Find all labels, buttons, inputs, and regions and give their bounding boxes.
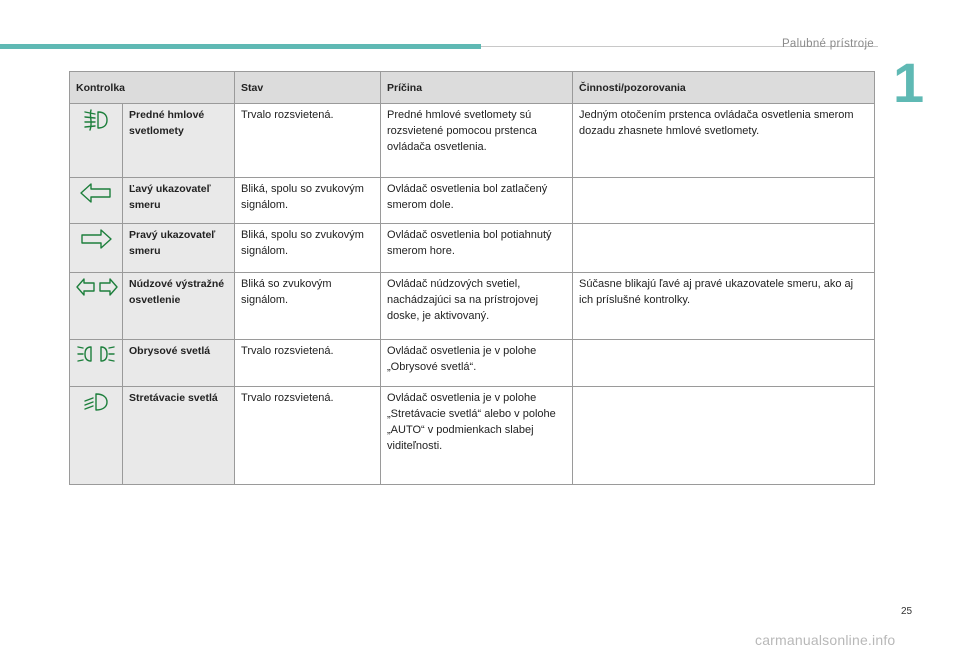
- hazard-lights-icon: [76, 276, 118, 298]
- table-row: [70, 340, 875, 387]
- front-fog-light-icon: [81, 107, 111, 133]
- header-accent-bar: [0, 44, 481, 49]
- action-cell: [573, 178, 875, 224]
- action-cell: Jedným otočením prstenca ovládača osvetlenia smerom dozadu zhasnete hmlové svetlomety.: [573, 104, 875, 178]
- icon-cell: [70, 273, 123, 340]
- cause-cell: Ovládač osvetlenia bol potiahnutý smerom hore.: [381, 224, 573, 273]
- icon-cell: [70, 224, 123, 273]
- icon-cell: [70, 387, 123, 485]
- column-header-pricina: Príčina: [381, 72, 573, 104]
- cause-cell: Ovládač núdzových svetiel, nachádzajúci sa na prístrojovej doske, je aktivovaný.: [381, 273, 573, 340]
- cause-cell: Ovládač osvetlenia bol zatlačený smerom dole.: [381, 178, 573, 224]
- side-lights-icon: [76, 343, 116, 365]
- table-row: [70, 224, 875, 273]
- action-cell: [573, 387, 875, 485]
- right-turn-signal-icon: [79, 227, 113, 251]
- column-header-cinnosti: Činnosti/pozorovania: [573, 72, 875, 104]
- state-cell: Trvalo rozsvietená.: [235, 340, 381, 387]
- dipped-beam-icon: [81, 390, 111, 414]
- state-cell: Trvalo rozsvietená.: [235, 387, 381, 485]
- column-header-stav: Stav: [235, 72, 381, 104]
- column-header-kontrolka: Kontrolka: [70, 72, 235, 104]
- warning-light-name: Stretávacie svetlá: [123, 387, 235, 485]
- icon-cell: [70, 340, 123, 387]
- state-cell: Trvalo rozsvietená.: [235, 104, 381, 178]
- warning-light-name: Obrysové svetlá: [123, 340, 235, 387]
- state-cell: Bliká, spolu so zvukovým signálom.: [235, 178, 381, 224]
- state-cell: Bliká, spolu so zvukovým signálom.: [235, 224, 381, 273]
- warning-light-name: Predné hmlové svetlomety: [123, 104, 235, 178]
- action-cell: [573, 224, 875, 273]
- warning-light-name: Ľavý ukazovateľ smeru: [123, 178, 235, 224]
- icon-cell: [70, 178, 123, 224]
- watermark: carmanualsonline.info: [755, 632, 896, 648]
- cause-cell: Predné hmlové svetlomety sú rozsvietené pomocou prstenca ovládača osvetlenia.: [381, 104, 573, 178]
- action-cell: Súčasne blikajú ľavé aj pravé ukazovatele smeru, ako aj ich príslušné kontrolky.: [573, 273, 875, 340]
- warning-light-name: Pravý ukazovateľ smeru: [123, 224, 235, 273]
- cause-cell: Ovládač osvetlenia je v polohe „Obrysové svetlá“.: [381, 340, 573, 387]
- action-cell: [573, 340, 875, 387]
- section-title: Palubné prístroje: [781, 38, 874, 50]
- cause-cell: Ovládač osvetlenia je v polohe „Stretávacie svetlá“ alebo v polohe „AUTO“ v podmienkach slabej viditeľnosti.: [381, 387, 573, 485]
- warning-light-name: Núdzové výstražné osvetlenie: [123, 273, 235, 340]
- state-cell: Bliká so zvukovým signálom.: [235, 273, 381, 340]
- table-row: [70, 387, 875, 485]
- left-turn-signal-icon: [79, 181, 113, 205]
- chapter-number: 1: [893, 51, 925, 114]
- table-header-row: [70, 72, 875, 104]
- table-row: [70, 104, 875, 178]
- warning-lights-table: [69, 71, 875, 485]
- table-row: [70, 273, 875, 340]
- icon-cell: [70, 104, 123, 178]
- table-row: [70, 178, 875, 224]
- page-number: 25: [901, 606, 913, 617]
